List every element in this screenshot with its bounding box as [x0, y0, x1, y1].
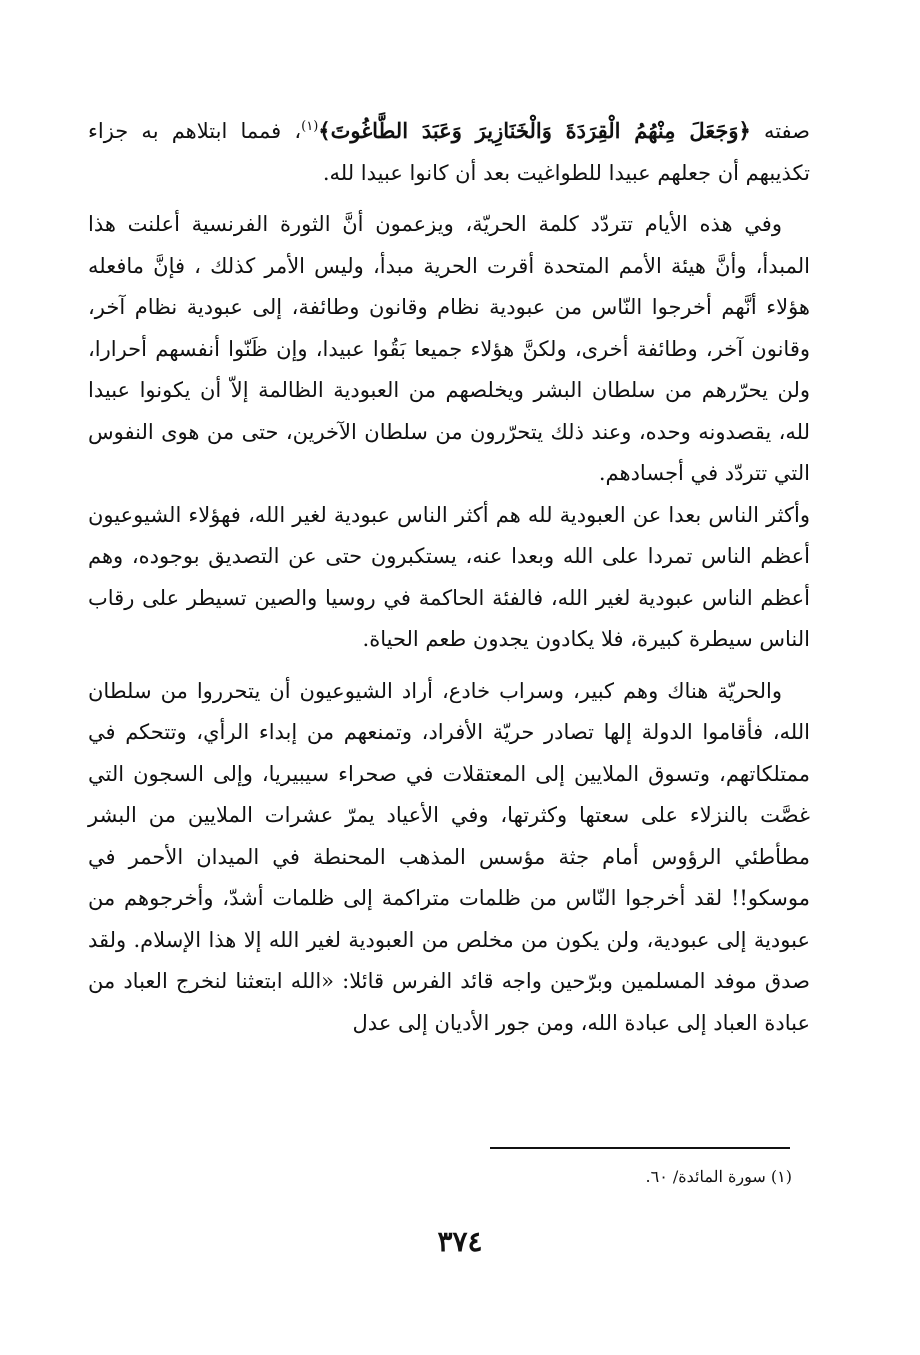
footnote-reference: (١) — [301, 119, 319, 134]
paragraph-1-rest: ، فمما ابتلاهم به جزاء تكذيبهم أن جعلهم عبيدا للطواغيت بعد أن كانوا عبيدا لله. — [88, 119, 810, 185]
quran-verse: ﴿وَجَعَلَ مِنْهُمُ الْقِرَدَةَ وَالْخَنَازِيرَ وَعَبَدَ الطَّاغُوتَ﴾ — [318, 118, 751, 143]
footnote-divider — [490, 1147, 790, 1149]
main-text-block — [88, 110, 810, 1044]
paragraph-1 — [88, 110, 810, 194]
page-number: ٣٧٤ — [437, 1225, 483, 1258]
paragraph-3: وأكثر الناس بعدا عن العبودية لله هم أكثر الناس عبودية لغير الله، فهؤلاء الشيوعيون أعظم الناس تمردا على الله وبعدا عنه، يستكبرون حتى عن التصديق بوجوده، وهم أعظم الناس عبودية لغير الله، فالفئة الحاكمة في روسيا والصين تسيطر على رقاب الناس سيطرة كبيرة، فلا يكادون يجدون طعم الحياة. — [88, 502, 810, 651]
footnote: (١) سورة المائدة/ ٦٠. — [645, 1167, 792, 1186]
paragraph-4: والحريّة هناك وهم كبير، وسراب خادع، أراد الشيوعيون أن يتحرروا من سلطان الله، فأقاموا الدولة إلها تصادر حريّة الأفراد، وتمنعهم من إبداء الرأي، وتتحكم في ممتلكاتهم، وتسوق الملايين إلى المعتقلات في صحراء سيبيريا، وإلى السجون التي غصَّت بالنزلاء على سعتها وكثرتها، وفي الأعياد يمرّ عشرات الملايين من البشر مطأطئي الرؤوس أمام جثة مؤسس المذهب المحنطة في الميدان الأحمر في موسكو!! لقد أخرجوا النّاس من ظلمات متراكمة إلى ظلمات أشدّ، وأخرجوهم من عبودية إلى عبودية، ولن يكون من مخلص من العبودية لغير الله إلا هذا الإسلام. ولقد صدق موفد المسلمين وبرّحين واجه قائد الفرس قائلا: «الله ابتعثنا لنخرج العباد من عبادة العباد إلى عبادة الله، ومن جور الأديان إلى عدل — [88, 678, 810, 1035]
paragraph-1-lead: صفته — [750, 119, 810, 143]
paragraph-2: وفي هذه الأيام تتردّد كلمة الحريّة، ويزعمون أنَّ الثورة الفرنسية أعلنت هذا المبدأ، وأنَّ هيئة الأمم المتحدة أقرت الحرية مبدأ، وليس الأمر كذلك ، فإنَّ مافعله هؤلاء أنَّهم أخرجوا النّاس من عبودية نظام وقانون وطائفة، إلى عبودية نظام آخر، وقانون آخر، وطائفة أخرى، ولكنَّ هؤلاء جميعا بَقُوا عبيدا، وإن ظَنّوا أنفسهم أحرارا، ولن يحرّرهم من سلطان البشر ويخلصهم من العبودية الظالمة إلاّ أن يكونوا عبيدا لله، يقصدونه وحده، وعند ذلك يتحرّرون من سلطان الآخرين، حتى من هوى النفوس التي تتردّد في أجسادهم. — [88, 212, 810, 485]
